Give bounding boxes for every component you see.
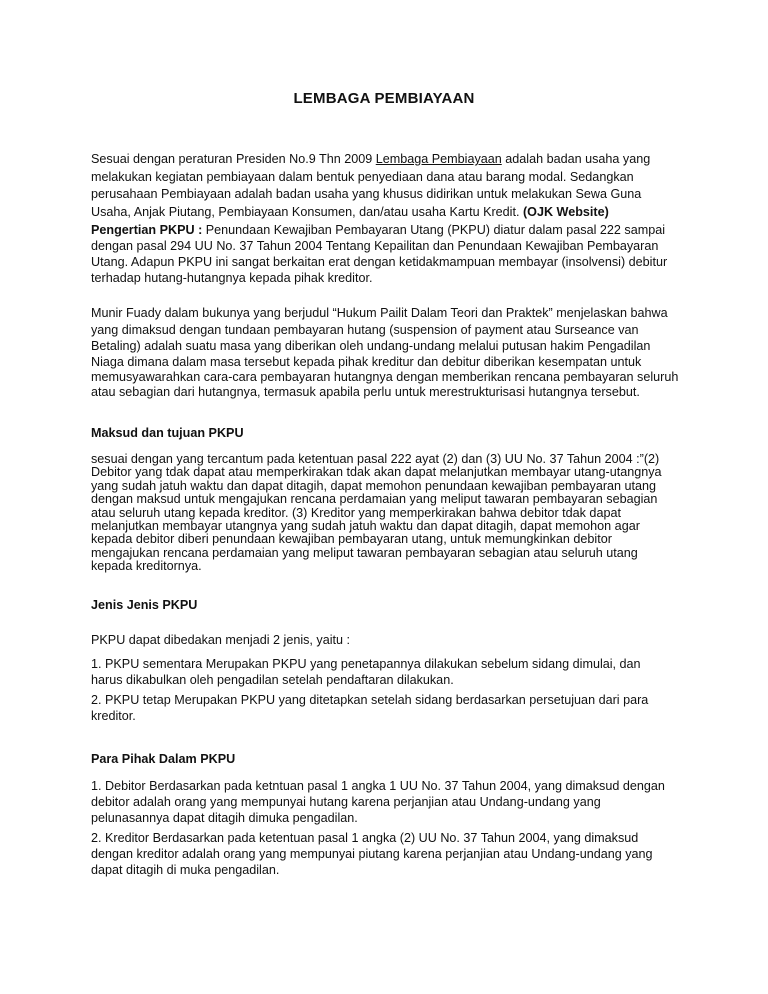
maksud-line: yang sudah jatuh waktu dan dapat ditagih, dapat memohon penundaan kewajiban pembayaran utang	[91, 478, 657, 493]
jenis-intro-line: PKPU dapat dibedakan menjadi 2 jenis, yaitu :	[91, 633, 351, 647]
pengertian-line: Pengertian PKPU : Penundaan Kewajiban Pembayaran Utang (PKPU) diatur dalam pasal 222 sampai	[91, 223, 666, 237]
maksud-line: dengan maksud untuk mengajukan rencana perdamaian yang meliput tawaran pembayaran sebagian	[91, 492, 658, 507]
jenis-item-line: 1. PKPU sementara Merupakan PKPU yang penetapannya dilakukan sebelum sidang dimulai, dan	[91, 657, 641, 671]
pengertian-line: Utang. Adapun PKPU ini sangat berkaitan erat dengan ketidakmampuan membayar (insolvensi) debitur	[91, 255, 668, 269]
munir-line: Niaga dimana dalam masa tersebut kepada pihak kreditur dan debitur diberikan kesempatan untuk	[91, 355, 642, 369]
munir-line: Munir Fuady dalam bukunya yang berjudul “Hukum Pailit Dalam Teori dan Praktek” menjelaskan bahwa	[91, 306, 668, 320]
intro-line: perusahaan Pembiayaan adalah badan usaha yang khusus didirikan untuk melakukan Sewa Guna	[91, 187, 642, 201]
pengertian-line: terhadap hutang-hutangnya kepada pihak kreditor.	[91, 271, 373, 285]
pihak-item-1	[91, 778, 691, 826]
pihak-item-line: dengan kreditor adalah orang yang mempunyai piutang karena perjanjian atau Undang-undang yang	[91, 847, 653, 861]
maksud-line: kepada debitor diberi penundaan kewajiban pembayaran utang, untuk memungkinkan debitor	[91, 532, 612, 547]
jenis-intro	[91, 632, 691, 648]
jenis-item-1	[91, 656, 691, 688]
pihak-item-line: 2. Kreditor Berdasarkan pada ketentuan pasal 1 angka (2) UU No. 37 Tahun 2004, yang dimaksud	[91, 831, 639, 845]
munir-line: yang dimaksud dengan tundaan pembayaran hutang (suspension of payment atau Surseance van	[91, 323, 639, 337]
munir-line: Betaling) adalah suatu masa yang diberikan oleh undang-undang melalui putusan hakim Pengadilan	[91, 339, 651, 353]
jenis-item-2	[91, 692, 691, 724]
intro-line: Usaha, Anjak Piutang, Pembiayaan Konsumen, dan/atau usaha Kartu Kredit. (OJK Website)	[91, 204, 609, 219]
jenis-item-line: kreditor.	[91, 709, 136, 723]
pihak-item-line: pelunasannya dapat ditagih dimuka pengadilan.	[91, 811, 358, 825]
jenis-heading: Jenis Jenis PKPU	[91, 598, 198, 612]
munir-line: memusyawarahkan cara-cara pembayaran hutangnya dengan memberikan rencana pembayaran seluruh	[91, 370, 679, 384]
pengertian-paragraph	[91, 222, 691, 286]
document-title: LEMBAGA PEMBIAYAAN	[293, 90, 475, 107]
jenis-item-line: 2. PKPU tetap Merupakan PKPU yang ditetapkan setelah sidang berdasarkan persetujuan dari para	[91, 693, 649, 707]
maksud-line: sesuai dengan yang tercantum pada ketentuan pasal 222 ayat (2) dan (3) UU No. 37 Tahun 2004 :”(2)	[91, 452, 660, 466]
intro-line: Sesuai dengan peraturan Presiden No.9 Thn 2009 Lembaga Pembiayaan adalah badan usaha yang	[91, 152, 651, 166]
maksud-heading: Maksud dan tujuan PKPU	[91, 426, 244, 440]
munir-line: atau sebagian dari hutangnya, termasuk apabila perlu untuk merestrukturisasi hutangnya tersebut.	[91, 385, 640, 399]
maksud-paragraph	[91, 453, 691, 574]
maksud-line: atau seluruh utang kepada kreditor. (3) Kreditor yang memperkirakan bahwa debitor tdak dapat	[91, 505, 621, 520]
source-citation: (OJK Website)	[522, 204, 609, 219]
munir-paragraph	[91, 305, 691, 400]
pengertian-label: Pengertian PKPU :	[91, 223, 203, 237]
lembaga-pembiayaan-link[interactable]: Lembaga Pembiayaan	[375, 152, 502, 166]
pihak-item-line: dapat ditagih di muka pengadilan.	[91, 863, 280, 877]
intro-line: melakukan kegiatan pembiayaan dalam bentuk penyediaan dana atau barang modal. Sedangkan	[91, 169, 634, 184]
pihak-item-2	[91, 830, 691, 878]
pengertian-line: dengan pasal 294 UU No. 37 Tahun 2004 Tentang Kepailitan dan Penundaan Kewajiban Pembayaran	[91, 239, 659, 253]
pihak-item-line: debitor adalah orang yang mempunyai hutang karena perjanjian atau Undang-undang yang	[91, 795, 601, 809]
pihak-heading: Para Pihak Dalam PKPU	[91, 752, 236, 766]
maksud-line: melanjutkan membayar utangnya yang sudah jatuh waktu dan dapat ditagih, dapat memohon agar	[91, 518, 640, 533]
maksud-line: mengajukan rencana perdamaian yang meliput tawaran pembayaran sebagian atau seluruh utang	[91, 545, 638, 560]
maksud-line: kepada kreditornya.	[91, 559, 202, 574]
maksud-line: Debitor yang tdak dapat atau memperkirakan tdak akan dapat melanjutkan membayar utang-utangnya	[91, 465, 662, 480]
pihak-item-line: 1. Debitor Berdasarkan pada ketntuan pasal 1 angka 1 UU No. 37 Tahun 2004, yang dimaksud dengan	[91, 779, 665, 793]
jenis-item-line: harus dikabulkan oleh pengadilan setelah pendaftaran dilakukan.	[91, 673, 454, 687]
intro-paragraph	[91, 151, 691, 221]
